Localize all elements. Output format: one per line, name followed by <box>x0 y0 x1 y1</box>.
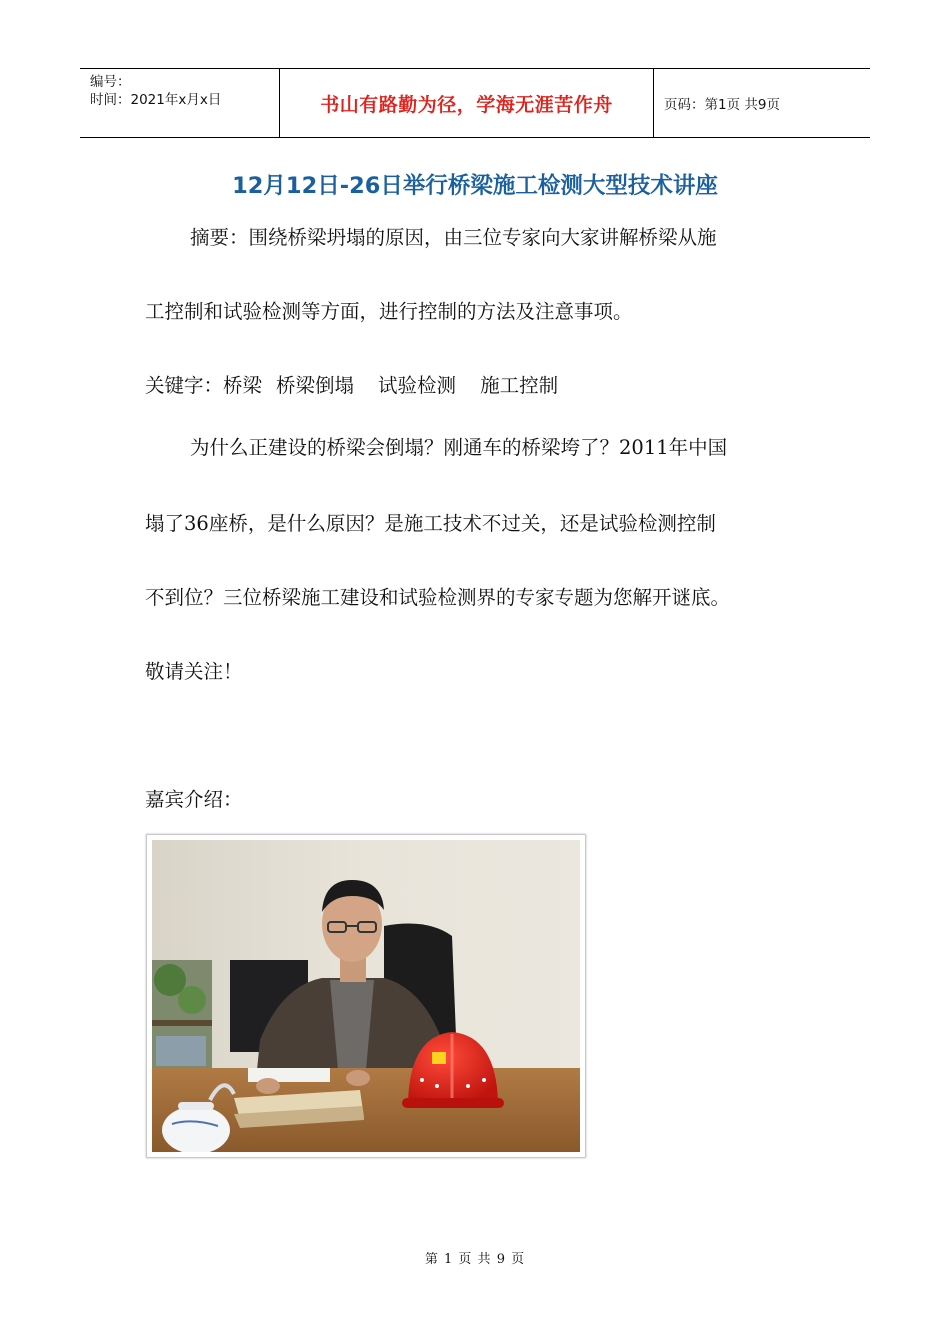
body-line-2: 塌了36座桥，是什么原因？是施工技术不过关，还是试验检测控制 <box>145 512 716 535</box>
time-label: 时间：2021年x月x日 <box>90 92 222 108</box>
number-label: 编号： <box>90 74 131 90</box>
header-meta <box>80 69 280 137</box>
guests-heading: 嘉宾介绍： <box>145 788 243 811</box>
abstract-line-1: 摘要：围绕桥梁坍塌的原因，由三位专家向大家讲解桥梁从施 <box>190 226 717 249</box>
keyword-item: 桥梁 <box>223 374 263 397</box>
body-line-4: 敬请关注！ <box>145 660 243 683</box>
header-page-cell <box>654 69 870 137</box>
keywords-line <box>145 370 572 398</box>
page-label: 页码：第1页 共9页 <box>664 97 780 113</box>
keywords-label: 关键字： <box>145 374 224 397</box>
document-title: 12月12日-26日举行桥梁施工检测大型技术讲座 <box>232 173 718 199</box>
guest-photo <box>146 834 586 1158</box>
abstract-line-2: 工控制和试验检测等方面，进行控制的方法及注意事项。 <box>145 300 633 323</box>
body-line-1: 为什么正建设的桥梁会倒塌？刚通车的桥梁垮了？2011年中国 <box>190 436 728 459</box>
keyword-item: 桥梁倒塌 <box>276 374 355 397</box>
header-motto-cell <box>280 69 654 137</box>
keyword-item: 试验检测 <box>378 374 457 397</box>
motto-text: 书山有路勤为径，学海无涯苦作舟 <box>320 93 613 116</box>
page-footer: 第 1 页 共 9 页 <box>424 1252 526 1267</box>
guest-photo-illustration <box>152 840 580 1152</box>
keyword-item: 施工控制 <box>480 374 559 397</box>
body-line-3: 不到位？三位桥梁施工建设和试验检测界的专家专题为您解开谜底。 <box>145 586 731 609</box>
document-header <box>80 68 870 138</box>
